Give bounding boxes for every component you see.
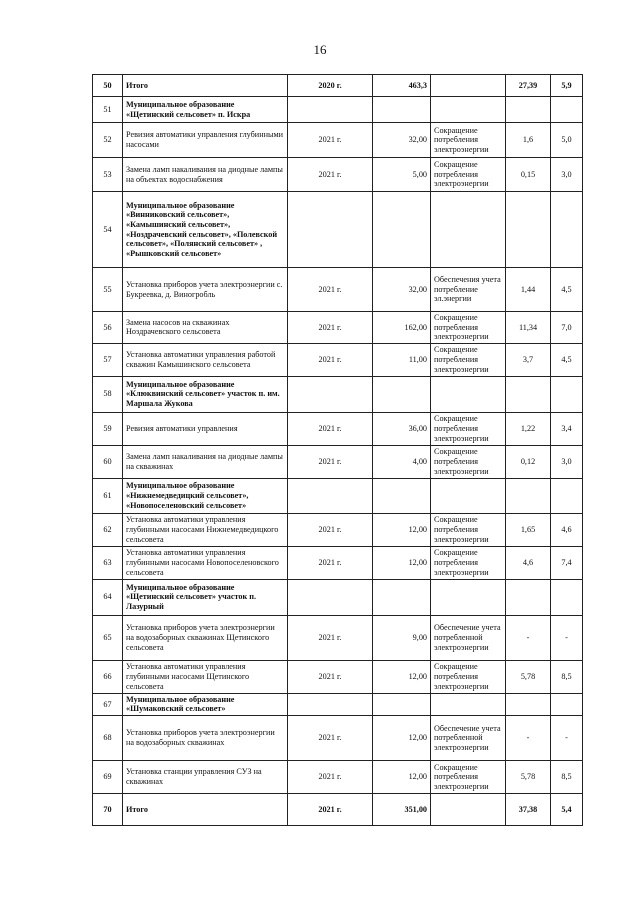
page-number: 16 (313, 42, 327, 57)
row-savings (506, 478, 551, 513)
row-payback: 7,4 (551, 546, 583, 579)
row-number: 56 (93, 312, 123, 344)
row-year (288, 579, 373, 615)
row-savings (506, 579, 551, 615)
row-year (288, 97, 373, 123)
row-savings (506, 376, 551, 412)
table-row (93, 445, 583, 478)
row-cost: 12,00 (373, 760, 431, 793)
row-effect: Сокращение потребления электроэнергии (431, 312, 506, 344)
row-savings: 37,38 (506, 793, 551, 825)
row-cost: 11,00 (373, 343, 431, 376)
row-cost (373, 693, 431, 715)
row-year: 2021 г. (288, 715, 373, 760)
row-year: 2021 г. (288, 760, 373, 793)
row-cost: 36,00 (373, 412, 431, 445)
table-row (93, 312, 583, 344)
row-payback: 8,5 (551, 660, 583, 693)
row-effect: Сокращение потребления электроэнергии (431, 513, 506, 546)
row-measure-name: Установка автоматики управления глубинными насосами Щетинского сельсовета (123, 660, 288, 693)
row-cost: 5,00 (373, 158, 431, 192)
row-year: 2021 г. (288, 412, 373, 445)
row-measure-name: Муниципальное образование «Винниковский сельсовет», «Камышинский сельсовет», «Ноздрачевский сельсовет», «Полевской сельсовет», «Полянский сельсовет» , «Рышковский сельсовет» (123, 192, 288, 268)
row-payback (551, 97, 583, 123)
row-cost: 12,00 (373, 546, 431, 579)
row-savings: 5,78 (506, 760, 551, 793)
row-year: 2021 г. (288, 660, 373, 693)
row-payback: - (551, 615, 583, 660)
row-number: 67 (93, 693, 123, 715)
row-payback: 7,0 (551, 312, 583, 344)
row-payback: 8,5 (551, 760, 583, 793)
table-row (93, 715, 583, 760)
row-payback: 3,0 (551, 158, 583, 192)
row-year (288, 478, 373, 513)
row-effect (431, 376, 506, 412)
row-effect (431, 75, 506, 97)
table-row (93, 343, 583, 376)
table-row (93, 123, 583, 158)
row-payback: 3,0 (551, 445, 583, 478)
row-effect: Обеспечение учета потребленной электроэнергии (431, 715, 506, 760)
row-effect: Сокращение потребления электроэнергии (431, 546, 506, 579)
row-measure-name: Замена ламп накаливания на диодные лампы на объектах водоснабжения (123, 158, 288, 192)
row-effect (431, 97, 506, 123)
row-number: 68 (93, 715, 123, 760)
table-row (93, 158, 583, 192)
row-cost: 12,00 (373, 513, 431, 546)
row-effect: Сокращение потребления электроэнергии (431, 158, 506, 192)
row-payback: 5,0 (551, 123, 583, 158)
row-number: 65 (93, 615, 123, 660)
row-number: 55 (93, 268, 123, 312)
row-payback (551, 478, 583, 513)
row-effect (431, 478, 506, 513)
row-measure-name: Муниципальное образование «Нижнемедведицкий сельсовет», «Новопоселеновский сельсовет» (123, 478, 288, 513)
row-number: 57 (93, 343, 123, 376)
row-cost: 463,3 (373, 75, 431, 97)
row-number: 64 (93, 579, 123, 615)
row-effect (431, 192, 506, 268)
row-year: 2020 г. (288, 75, 373, 97)
row-year: 2021 г. (288, 158, 373, 192)
row-savings: 1,44 (506, 268, 551, 312)
row-number: 59 (93, 412, 123, 445)
row-cost (373, 192, 431, 268)
row-year (288, 693, 373, 715)
table-row (93, 412, 583, 445)
row-year: 2021 г. (288, 312, 373, 344)
row-payback (551, 192, 583, 268)
row-savings: 1,6 (506, 123, 551, 158)
row-effect: Сокращение потребления электроэнергии (431, 760, 506, 793)
row-number: 50 (93, 75, 123, 97)
row-savings (506, 97, 551, 123)
table-row (93, 615, 583, 660)
row-cost: 351,00 (373, 793, 431, 825)
total-row (93, 793, 583, 825)
row-year: 2021 г. (288, 513, 373, 546)
row-effect: Сокращение потребления электроэнергии (431, 445, 506, 478)
group-header-row (93, 693, 583, 715)
total-row (93, 75, 583, 97)
row-savings (506, 192, 551, 268)
row-cost: 162,00 (373, 312, 431, 344)
table-row (93, 660, 583, 693)
row-year: 2021 г. (288, 546, 373, 579)
row-cost: 32,00 (373, 123, 431, 158)
row-savings (506, 693, 551, 715)
row-effect: Обеспечения учета потребление эл.энергии (431, 268, 506, 312)
row-savings: 1,22 (506, 412, 551, 445)
row-cost (373, 478, 431, 513)
row-measure-name: Муниципальное образование «Щетинский сельсовет» п. Искра (123, 97, 288, 123)
row-effect: Сокращение потребления электроэнергии (431, 343, 506, 376)
row-cost: 4,00 (373, 445, 431, 478)
row-payback: 4,5 (551, 343, 583, 376)
row-number: 70 (93, 793, 123, 825)
table-row (93, 546, 583, 579)
row-number: 54 (93, 192, 123, 268)
row-savings: 0,15 (506, 158, 551, 192)
row-measure-name: Установка приборов учета электроэнергии с. Букреевка, д. Виногробль (123, 268, 288, 312)
row-payback (551, 376, 583, 412)
row-measure-name: Замена ламп накаливания на диодные лампы на скважинах (123, 445, 288, 478)
row-savings: 1,65 (506, 513, 551, 546)
row-year: 2021 г. (288, 793, 373, 825)
row-savings: - (506, 615, 551, 660)
row-number: 62 (93, 513, 123, 546)
row-payback: 4,5 (551, 268, 583, 312)
row-cost: 12,00 (373, 660, 431, 693)
row-effect: Сокращение потребления электроэнергии (431, 123, 506, 158)
row-savings: 0,12 (506, 445, 551, 478)
row-measure-name: Ревизия автоматики управления глубинными насосами (123, 123, 288, 158)
row-measure-name: Установка приборов учета электроэнергии на водозаборных скважинах Щетинского сельсовета (123, 615, 288, 660)
row-measure-name: Итого (123, 75, 288, 97)
row-number: 53 (93, 158, 123, 192)
row-measure-name: Установка станции управления СУЗ на скважинах (123, 760, 288, 793)
row-effect (431, 793, 506, 825)
row-number: 69 (93, 760, 123, 793)
row-payback: 5,9 (551, 75, 583, 97)
row-number: 61 (93, 478, 123, 513)
row-savings: 11,34 (506, 312, 551, 344)
row-year: 2021 г. (288, 343, 373, 376)
row-measure-name: Муниципальное образование «Щетинский сельсовет» участок п. Лазурный (123, 579, 288, 615)
row-measure-name: Замена насосов на скважинах Ноздрачевского сельсовета (123, 312, 288, 344)
row-payback: 5,4 (551, 793, 583, 825)
group-header-row (93, 376, 583, 412)
row-year: 2021 г. (288, 615, 373, 660)
row-number: 66 (93, 660, 123, 693)
group-header-row (93, 478, 583, 513)
row-number: 58 (93, 376, 123, 412)
measures-table (92, 74, 583, 826)
row-effect (431, 579, 506, 615)
row-year (288, 376, 373, 412)
group-header-row (93, 192, 583, 268)
row-number: 60 (93, 445, 123, 478)
row-payback: 3,4 (551, 412, 583, 445)
row-savings: 27,39 (506, 75, 551, 97)
row-cost: 32,00 (373, 268, 431, 312)
row-measure-name: Муниципальное образование «Шумаковский сельсовет» (123, 693, 288, 715)
row-savings: 4,6 (506, 546, 551, 579)
row-cost: 12,00 (373, 715, 431, 760)
row-measure-name: Установка автоматики управления работой скважин Камышинского сельсовета (123, 343, 288, 376)
row-cost (373, 97, 431, 123)
row-measure-name: Ревизия автоматики управления (123, 412, 288, 445)
row-cost (373, 376, 431, 412)
row-effect: Сокращение потребления электроэнергии (431, 412, 506, 445)
row-number: 63 (93, 546, 123, 579)
group-header-row (93, 579, 583, 615)
row-payback: 4,6 (551, 513, 583, 546)
row-measure-name: Установка автоматики управления глубинными насосами Новопоселеновского сельсовета (123, 546, 288, 579)
row-year: 2021 г. (288, 123, 373, 158)
row-payback: - (551, 715, 583, 760)
group-header-row (93, 97, 583, 123)
row-number: 51 (93, 97, 123, 123)
row-effect: Сокращение потребления электроэнергии (431, 660, 506, 693)
row-savings: 3,7 (506, 343, 551, 376)
row-measure-name: Муниципальное образование «Клюквинский сельсовет» участок п. им. Маршала Жукова (123, 376, 288, 412)
row-year (288, 192, 373, 268)
row-cost: 9,00 (373, 615, 431, 660)
table-row (93, 268, 583, 312)
row-measure-name: Установка автоматики управления глубинными насосами Нижнемедведицкого сельсовета (123, 513, 288, 546)
row-payback (551, 693, 583, 715)
row-year: 2021 г. (288, 268, 373, 312)
row-measure-name: Итого (123, 793, 288, 825)
table-row (93, 513, 583, 546)
row-measure-name: Установка приборов учета электроэнергии на водозаборных скважинах (123, 715, 288, 760)
row-cost (373, 579, 431, 615)
row-effect: Обеспечение учета потребленной электроэнергии (431, 615, 506, 660)
row-year: 2021 г. (288, 445, 373, 478)
table-row (93, 760, 583, 793)
row-savings: - (506, 715, 551, 760)
row-effect (431, 693, 506, 715)
row-number: 52 (93, 123, 123, 158)
row-savings: 5,78 (506, 660, 551, 693)
table-body (93, 75, 583, 826)
row-payback (551, 579, 583, 615)
